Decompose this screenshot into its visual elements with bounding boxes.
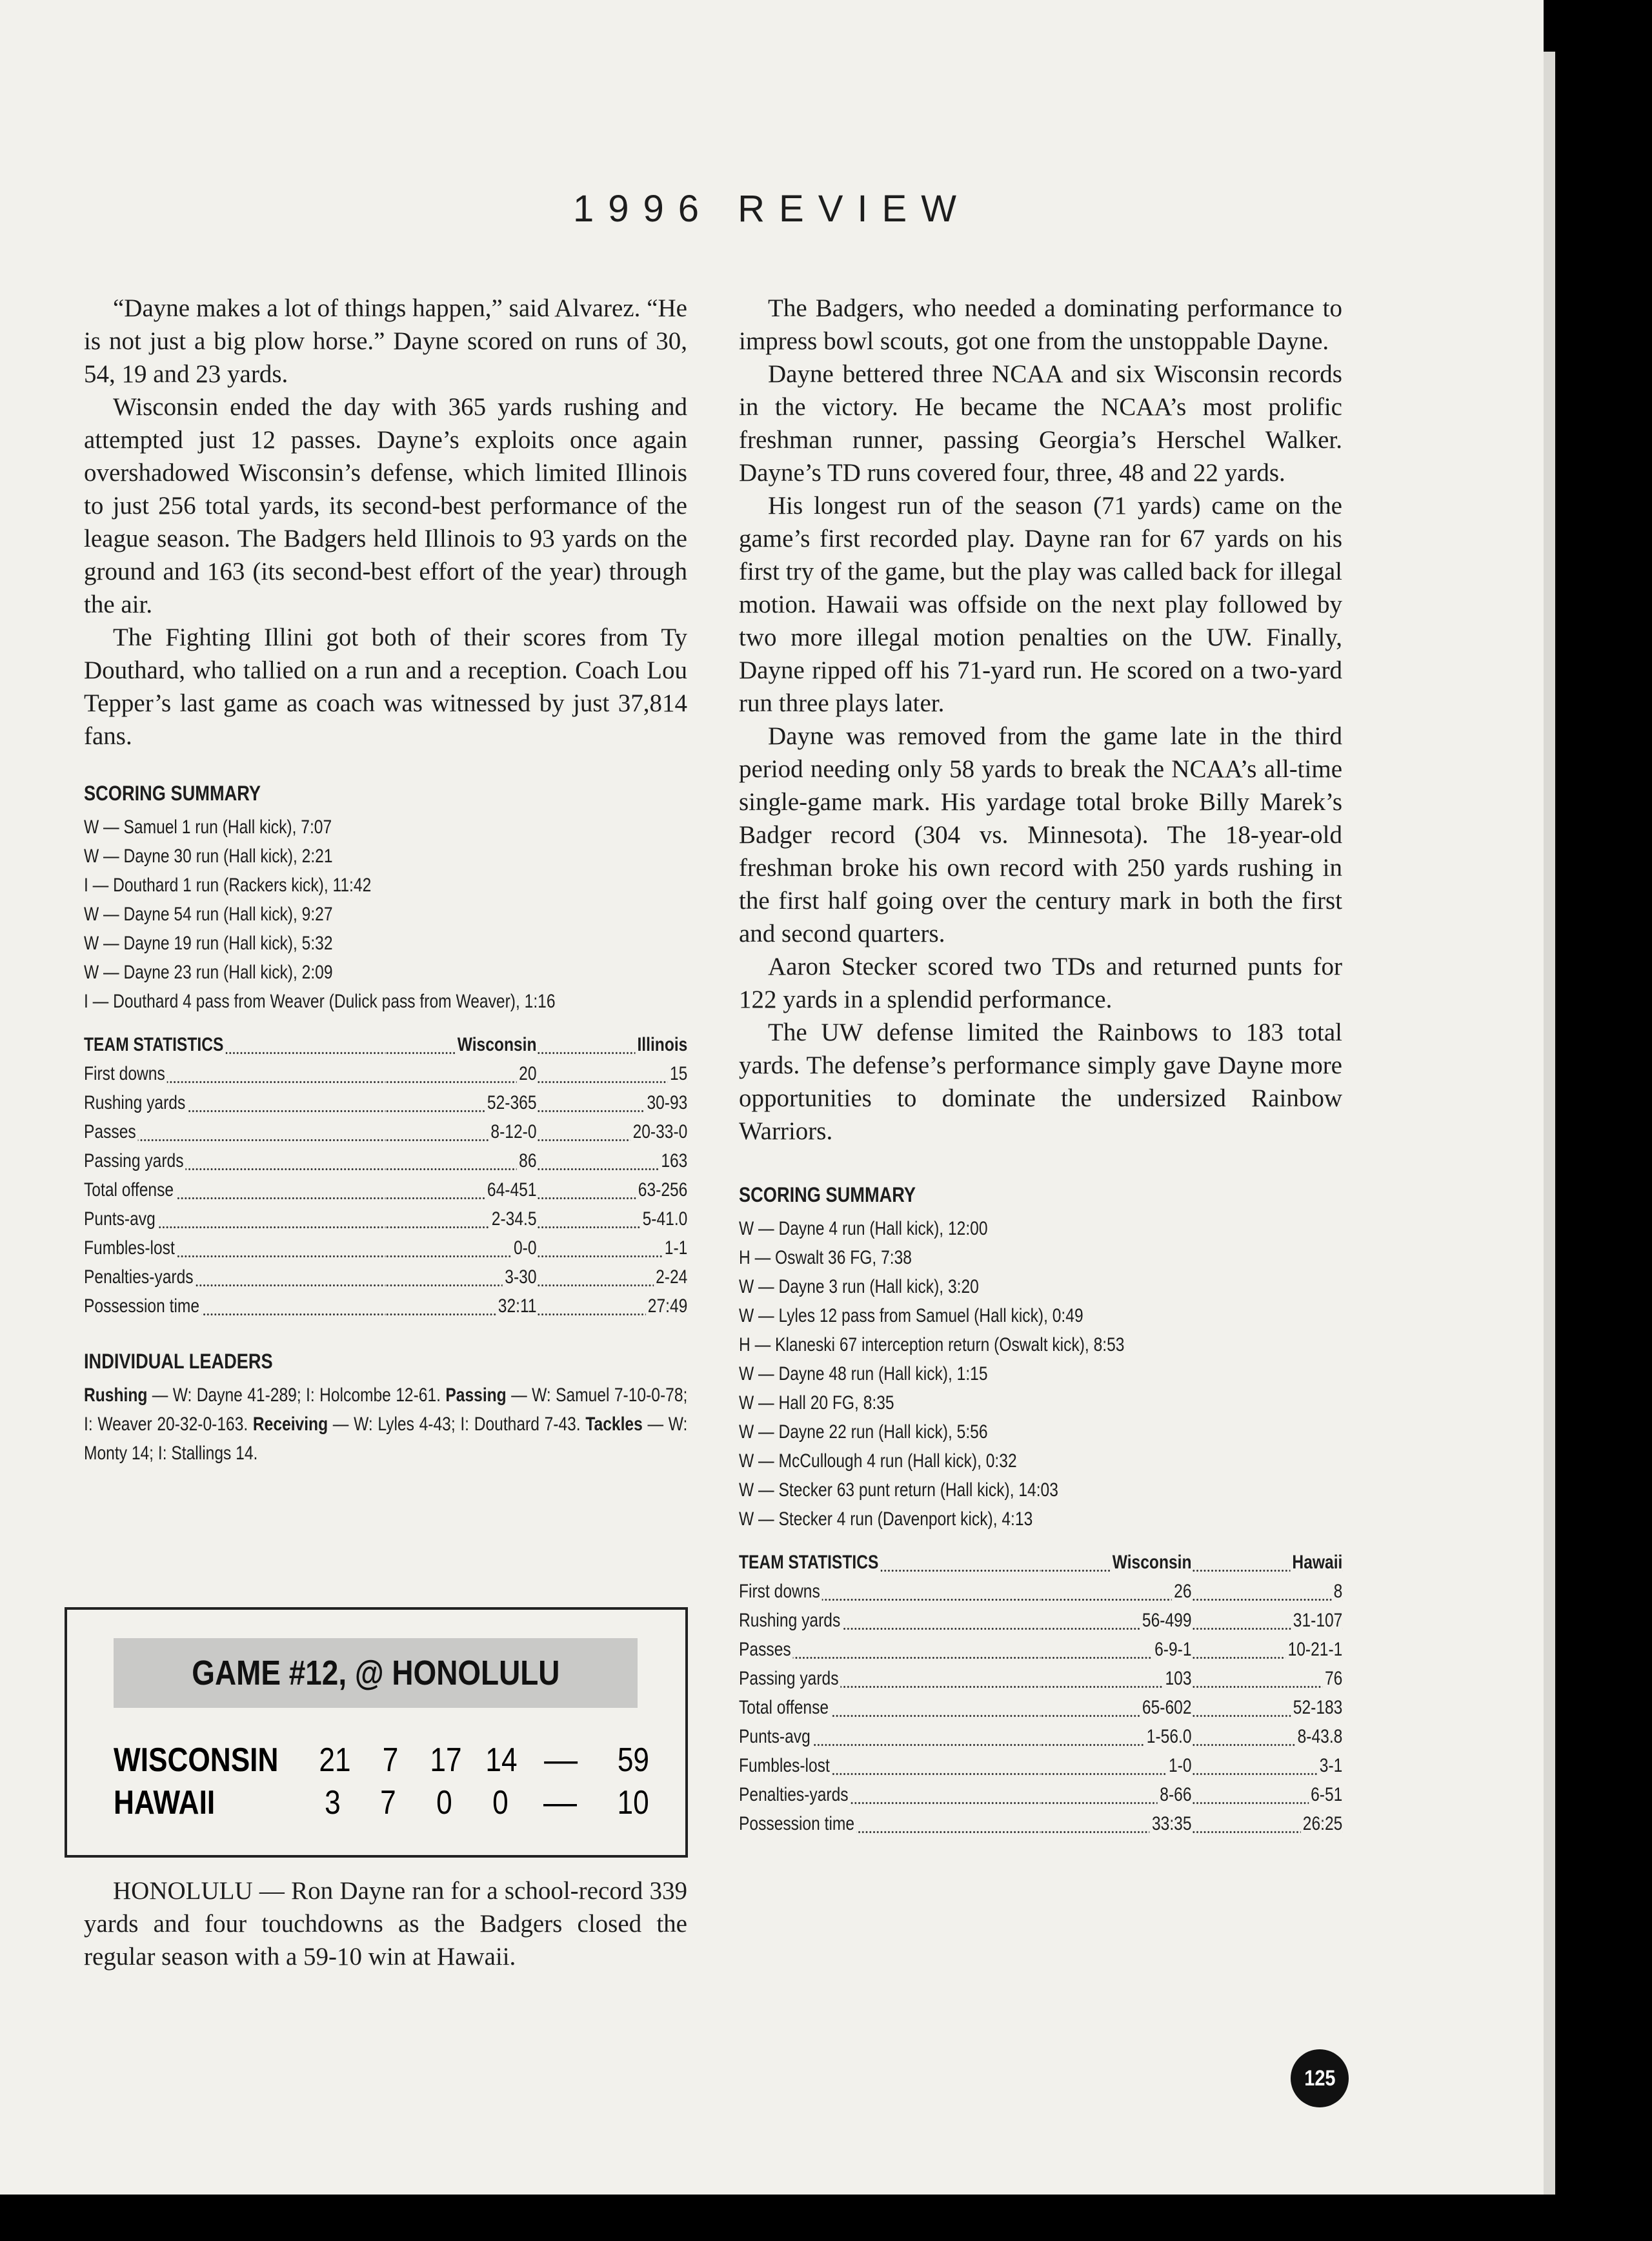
left-column	[84, 292, 687, 1468]
stat-team2: 30-93	[537, 1088, 688, 1117]
stat-team1: 32:11	[386, 1292, 537, 1321]
final-score: 10	[617, 1784, 650, 1821]
stat-label: Fumbles-lost	[739, 1751, 1041, 1780]
stats-row	[84, 1233, 687, 1262]
stat-label: Passes	[739, 1635, 1041, 1664]
stat-team1: 1-0	[1041, 1751, 1192, 1780]
stat-team2: 76	[1192, 1664, 1343, 1693]
scoring-summary-title: SCORING SUMMARY	[739, 1183, 916, 1206]
stats-row	[739, 1664, 1342, 1693]
section-header: 1996 REVIEW	[573, 188, 971, 230]
quarter-score: 17	[430, 1741, 462, 1779]
stats-row	[739, 1693, 1342, 1722]
scoring-play: W — McCullough 4 run (Hall kick), 0:32	[739, 1450, 1017, 1472]
stats-row	[84, 1117, 687, 1146]
scoring-play: I — Douthard 4 pass from Weaver (Dulick pass from Weaver), 1:16	[84, 991, 556, 1012]
stat-team2: 1-1	[537, 1233, 688, 1262]
stat-team2: 6-51	[1192, 1780, 1343, 1809]
scoring-play: H — Oswalt 36 FG, 7:38	[739, 1247, 912, 1268]
stat-team1: 86	[386, 1146, 537, 1175]
stats-row	[739, 1635, 1342, 1664]
scoring-play: W — Stecker 63 punt return (Hall kick), 14:03	[739, 1479, 1058, 1501]
line-score-row	[114, 1739, 649, 1781]
scoring-play: W — Stecker 4 run (Davenport kick), 4:13	[739, 1508, 1033, 1530]
stat-team2: 31-107	[1192, 1606, 1343, 1635]
stat-label: Passes	[84, 1117, 386, 1146]
stat-team1: 2-34.5	[386, 1204, 537, 1233]
paragraph: “Dayne makes a lot of things happen,” said Alvarez. “He is not just a big plow horse.” Dayne scored on runs of 30, 54, 19 and 23 yards.	[84, 294, 687, 388]
line-score-row	[114, 1781, 649, 1824]
stat-label: First downs	[84, 1059, 386, 1088]
stat-team1: 20	[386, 1059, 537, 1088]
stat-label: Penalties-yards	[84, 1262, 386, 1292]
individual-leaders-title: INDIVIDUAL LEADERS	[84, 1350, 273, 1373]
stats-row	[739, 1606, 1342, 1635]
stats-row	[84, 1204, 687, 1233]
game-intro: HONOLULU — Ron Dayne ran for a school-record 339 yards and four touchdowns as the Badgers closed the regular season with a 59-10 win at Hawaii.	[84, 1877, 687, 1971]
paragraph: Dayne bettered three NCAA and six Wisconsin records in the victory. He became the NCAA’s most prolific freshman runner, passing Georgia’s Herschel Walker. Dayne’s TD runs covered four, three, 48 and 22 yards.	[739, 360, 1342, 487]
stats-title: TEAM STATISTICS	[739, 1548, 1041, 1577]
scoring-summary-list	[739, 1214, 1342, 1534]
stats-row	[84, 1146, 687, 1175]
stats-row	[84, 1175, 687, 1204]
line-score	[114, 1739, 649, 1824]
scoring-play: W — Dayne 19 run (Hall kick), 5:32	[84, 933, 333, 954]
stats-row	[739, 1722, 1342, 1751]
stat-team1: 65-602	[1041, 1693, 1192, 1722]
page-number: 125	[1291, 2049, 1349, 2107]
scoring-summary-list	[84, 813, 687, 1016]
team2-name: Illinois	[537, 1030, 688, 1059]
stat-team2: 8-43.8	[1192, 1722, 1343, 1751]
stat-team1: 3-30	[386, 1262, 537, 1292]
quarter-score: 7	[380, 1784, 397, 1821]
quarter-score: 21	[319, 1741, 351, 1779]
stats-row	[739, 1751, 1342, 1780]
team-statistics-table	[739, 1548, 1342, 1838]
paragraph: The Badgers, who needed a dominating performance to impress bowl scouts, got one from the unstoppable Dayne.	[739, 294, 1342, 355]
quarter-score: 7	[382, 1741, 399, 1779]
quarter-score: 14	[485, 1741, 518, 1779]
team1-name: Wisconsin	[1041, 1548, 1192, 1577]
scoring-play: W — Dayne 4 run (Hall kick), 12:00	[739, 1218, 988, 1239]
left-article-text	[84, 292, 687, 753]
stats-row	[84, 1292, 687, 1321]
stat-team2: 163	[537, 1146, 688, 1175]
stat-team1: 26	[1041, 1577, 1192, 1606]
stat-team1: 103	[1041, 1664, 1192, 1693]
stat-label: Punts-avg	[84, 1204, 386, 1233]
paragraph: The Fighting Illini got both of their scores from Ty Douthard, who tallied on a run and a reception. Coach Lou Tepper’s last game as coach was witnessed by just 37,814 fans.	[84, 624, 687, 750]
stat-team1: 52-365	[386, 1088, 537, 1117]
team2-name: Hawaii	[1192, 1548, 1343, 1577]
stat-label: Punts-avg	[739, 1722, 1041, 1751]
stat-team2: 63-256	[537, 1175, 688, 1204]
stats-row	[739, 1780, 1342, 1809]
right-article-text	[739, 292, 1342, 1148]
stat-label: Passing yards	[739, 1664, 1041, 1693]
stat-label: Possession time	[84, 1292, 386, 1321]
team-name: WISCONSIN	[114, 1741, 279, 1779]
stat-team1: 0-0	[386, 1233, 537, 1262]
paragraph: The UW defense limited the Rainbows to 183 total yards. The defense’s performance simply gave Dayne more opportunities to dominate the undersized Rainbow Warriors.	[739, 1019, 1342, 1145]
paragraph: Dayne was removed from the game late in the third period needing only 58 yards to break the NCAA’s all-time single-game mark. His yardage total broke Billy Marek’s Badger record (304 vs. Minnesota). The 18-year-old freshman broke his own record with 250 yards rushing in the first half going over the century mark in both the first and second quarters.	[739, 722, 1342, 948]
stat-label: Penalties-yards	[739, 1780, 1041, 1809]
stat-label: Possession time	[739, 1809, 1041, 1838]
individual-leaders-text: Rushing — W: Dayne 41-289; I: Holcombe 12-61. Passing — W: Samuel 7-10-0-78; I: Weaver 20-32-0-163. Receiving — W: Lyles 4-43; I: Douthard 7-43. Tackles — W: Monty 14; I: Stallings 14.	[84, 1384, 688, 1464]
team1-name: Wisconsin	[386, 1030, 537, 1059]
scoring-play: W — Dayne 54 run (Hall kick), 9:27	[84, 904, 333, 925]
stat-team2: 26:25	[1192, 1809, 1343, 1838]
stat-team2: 27:49	[537, 1292, 688, 1321]
stat-team2: 3-1	[1192, 1751, 1343, 1780]
stat-label: Rushing yards	[84, 1088, 386, 1117]
stat-team1: 6-9-1	[1041, 1635, 1192, 1664]
stat-team2: 52-183	[1192, 1693, 1343, 1722]
score-dash: —	[543, 1784, 577, 1821]
right-column	[739, 292, 1342, 1838]
stat-team1: 64-451	[386, 1175, 537, 1204]
scoring-play: W — Dayne 30 run (Hall kick), 2:21	[84, 846, 333, 867]
game-box	[65, 1607, 688, 1858]
scoring-play: W — Dayne 22 run (Hall kick), 5:56	[739, 1421, 988, 1443]
scoring-play: W — Hall 20 FG, 8:35	[739, 1392, 894, 1414]
stat-team1: 1-56.0	[1041, 1722, 1192, 1751]
paragraph: Wisconsin ended the day with 365 yards rushing and attempted just 12 passes. Dayne’s exploits once again overshadowed Wisconsin’s defense, which limited Illinois to just 256 total yards, its second-best performance of the league season. The Badgers held Illinois to 93 yards on the ground and 163 (its second-best effort of the year) through the air.	[84, 393, 687, 618]
stat-team2: 20-33-0	[537, 1117, 688, 1146]
scoring-play: I — Douthard 1 run (Rackers kick), 11:42	[84, 875, 372, 896]
stat-team1: 8-12-0	[386, 1117, 537, 1146]
stat-team2: 15	[537, 1059, 688, 1088]
scoring-play: W — Samuel 1 run (Hall kick), 7:07	[84, 816, 332, 838]
stat-label: Passing yards	[84, 1146, 386, 1175]
stat-team2: 8	[1192, 1577, 1343, 1606]
paragraph: Aaron Stecker scored two TDs and returned punts for 122 yards in a splendid performance.	[739, 953, 1342, 1013]
stats-header-row	[739, 1548, 1342, 1577]
scoring-play: W — Dayne 3 run (Hall kick), 3:20	[739, 1276, 979, 1297]
final-score: 59	[617, 1741, 649, 1779]
page-edge	[1544, 52, 1555, 2195]
stat-team1: 33:35	[1041, 1809, 1192, 1838]
stat-team1: 8-66	[1041, 1780, 1192, 1809]
stat-label: Total offense	[84, 1175, 386, 1204]
scoring-play: W — Dayne 48 run (Hall kick), 1:15	[739, 1363, 988, 1384]
scoring-summary-title: SCORING SUMMARY	[84, 782, 261, 805]
quarter-score: 0	[492, 1784, 509, 1821]
stat-label: Rushing yards	[739, 1606, 1041, 1635]
stats-row	[84, 1059, 687, 1088]
team-statistics-table	[84, 1030, 687, 1321]
stat-team1: 56-499	[1041, 1606, 1192, 1635]
quarter-score: 0	[436, 1784, 452, 1821]
stat-team2: 2-24	[537, 1262, 688, 1292]
scoring-play: W — Lyles 12 pass from Samuel (Hall kick), 0:49	[739, 1305, 1083, 1326]
stat-label: Fumbles-lost	[84, 1233, 386, 1262]
stats-row	[739, 1809, 1342, 1838]
stat-label: First downs	[739, 1577, 1041, 1606]
paragraph: His longest run of the season (71 yards) came on the game’s first recorded play. Dayne ran for 67 yards on his first try of the game, but the play was called back for illegal motion. Hawaii was offside on the next play followed by two more illegal motion penalties on the UW. Finally, Dayne ripped off his 71-yard run. He scored on a two-yard run three plays later.	[739, 492, 1342, 717]
scoring-play: W — Dayne 23 run (Hall kick), 2:09	[84, 962, 333, 983]
stat-label: Total offense	[739, 1693, 1041, 1722]
stat-team2: 10-21-1	[1192, 1635, 1343, 1664]
game-title-banner: GAME #12, @ HONOLULU	[114, 1638, 638, 1708]
stat-team2: 5-41.0	[537, 1204, 688, 1233]
stats-title: TEAM STATISTICS	[84, 1030, 386, 1059]
stats-header-row	[84, 1030, 687, 1059]
score-dash: —	[544, 1741, 578, 1779]
stats-row	[739, 1577, 1342, 1606]
quarter-score: 3	[324, 1784, 341, 1821]
team-name: HAWAII	[114, 1784, 216, 1821]
stats-row	[84, 1262, 687, 1292]
scoring-play: H — Klaneski 67 interception return (Oswalt kick), 8:53	[739, 1334, 1125, 1355]
stats-row	[84, 1088, 687, 1117]
